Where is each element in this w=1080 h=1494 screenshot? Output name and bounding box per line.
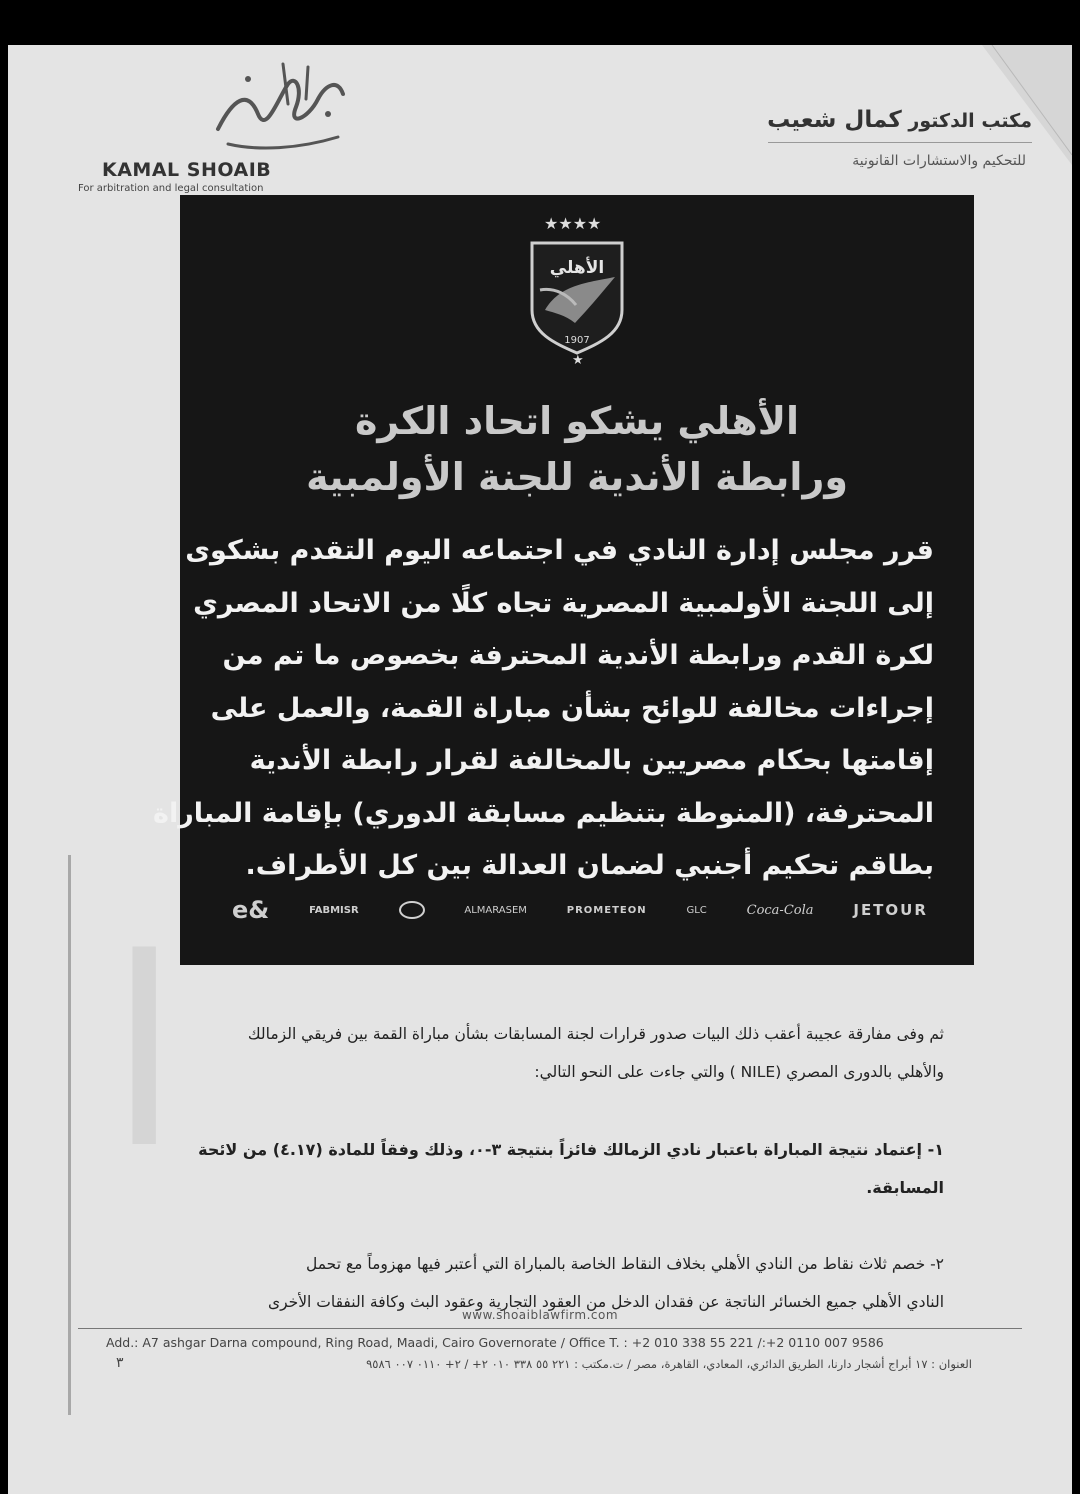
sponsor-logo: GLC (686, 904, 707, 916)
footer-address-ar: العنوان : ١٧ أبراج أشجار دارنا، الطريق الدائري، المعادي، القاهرة، مصر / ت.مكتب : ٢٢١ ٥٥ ٣٣٨ ٠١٠ ٢+ / ٢+ ٠١١٠ ٠٠٧ ٩٥٨٦ (366, 1357, 972, 1371)
poster-body-line: لكرة القدم ورابطة الأندية المحترفة بخصوص ما تم من (222, 640, 934, 671)
poster-body-line: إلى اللجنة الأولمبية المصرية تجاه كلًا من الاتحاد المصري (193, 587, 934, 619)
watermark-glyph: ا (108, 904, 181, 1206)
poster-title-line: ورابطة الأندية للجنة الأولمبية (306, 455, 848, 499)
sponsor-logo: PROMETEON (566, 904, 647, 916)
poster-body-line: إجراءات مخالفة للوائح بشأن مباراة القمة، والعمل على (210, 692, 934, 724)
logo-tagline: For arbitration and legal consultation (78, 183, 264, 194)
al-ahly-crest-icon (520, 215, 634, 365)
paragraph-line: والأهلي بالدورى المصري (NILE ) والتي جاءت على النحو التالي: (534, 1063, 944, 1081)
svg-text:★: ★ (572, 353, 584, 365)
club-statement-poster (153, 195, 974, 965)
svg-text:★★★★: ★★★★ (544, 215, 602, 233)
office-prefix: مكتب الدكتور (908, 110, 1032, 132)
paragraph-line: ١- إعتماد نتيجة المباراة باعتبار نادي الزمالك فائزاً بنتيجة ٣-٠، وذلك وفقاً للمادة (٤.١٧) من لائحة (198, 1140, 944, 1159)
poster-title (180, 393, 974, 505)
signature-logo-icon (188, 59, 358, 159)
footer-address-en: Add.: A7 ashgar Darna compound, Ring Road, Maadi, Cairo Governorate / Office T. : +2 010 338 55 221 /:+2 0110 007 9586 (106, 1335, 884, 1350)
logo-name: KAMAL SHOAIB (102, 159, 272, 181)
page-number: ٣ (116, 1355, 124, 1371)
sponsor-logo: e& (232, 896, 270, 924)
poster-body-line: قرر مجلس إدارة النادي في اجتماعه اليوم التقدم بشكوى (185, 535, 934, 566)
poster-body-line: إقامتها بحكام مصريين بالمخالفة لقرار رابطة الأندية (249, 745, 934, 776)
header-divider (768, 142, 1032, 143)
paragraph-line: ٢- خصم ثلاث نقاط من النادي الأهلي بخلاف النقاط الخاصة بالمباراة التي أعتبر فيها مهزوماً مع تحمل (305, 1255, 944, 1273)
crest-year: 1907 (564, 335, 590, 346)
sponsor-logo: Coca-Cola (746, 902, 814, 918)
poster-body (153, 525, 934, 893)
intro-paragraph (156, 1015, 944, 1091)
paragraph-line: ثم وفى مفارقة عجيبة أعقب ذلك البيات صدور قرارات لجنة المسابقات بشأن مباراة القمة بين فريقي الزمالك (247, 1025, 944, 1043)
sponsor-oval-icon (399, 901, 425, 919)
footer-divider (78, 1328, 1022, 1329)
paragraph-line: النادي الأهلي جميع الخسائر الناتجة عن فقدان الدخل من العقود التجارية وعقود البث وكافة النفقات الأخرى (267, 1293, 944, 1311)
sponsor-logo: JETOUR (853, 901, 928, 919)
firm-website: www.shoaiblawfirm.com (461, 1308, 619, 1322)
poster-body-line: بطاقم تحكيم أجنبي لضمان العدالة بين كل الأطراف. (245, 850, 934, 881)
office-subtitle: للتحكيم والاستشارات القانونية (852, 153, 1026, 169)
sponsor-logo: ALMARASEM (464, 904, 527, 916)
office-title (767, 107, 1032, 133)
firm-logo (78, 59, 358, 199)
poster-body-line: المحترفة، (المنوطة بتنظيم مسابقة الدوري) بإقامة المباراة (153, 797, 934, 829)
sponsor-strip (232, 895, 928, 925)
decision-item-1 (156, 1131, 944, 1207)
paragraph-line: المسابقة. (866, 1178, 944, 1197)
sponsor-logo: FABMISR (309, 904, 359, 916)
document-page (8, 45, 1072, 1494)
office-name: كمال شعيب (767, 107, 902, 133)
folded-corner (982, 45, 1072, 165)
crest-text: الأهلي (549, 258, 605, 278)
poster-title-line: الأهلي يشكو اتحاد الكرة (354, 399, 800, 443)
page-edge-shadow (68, 855, 71, 1415)
